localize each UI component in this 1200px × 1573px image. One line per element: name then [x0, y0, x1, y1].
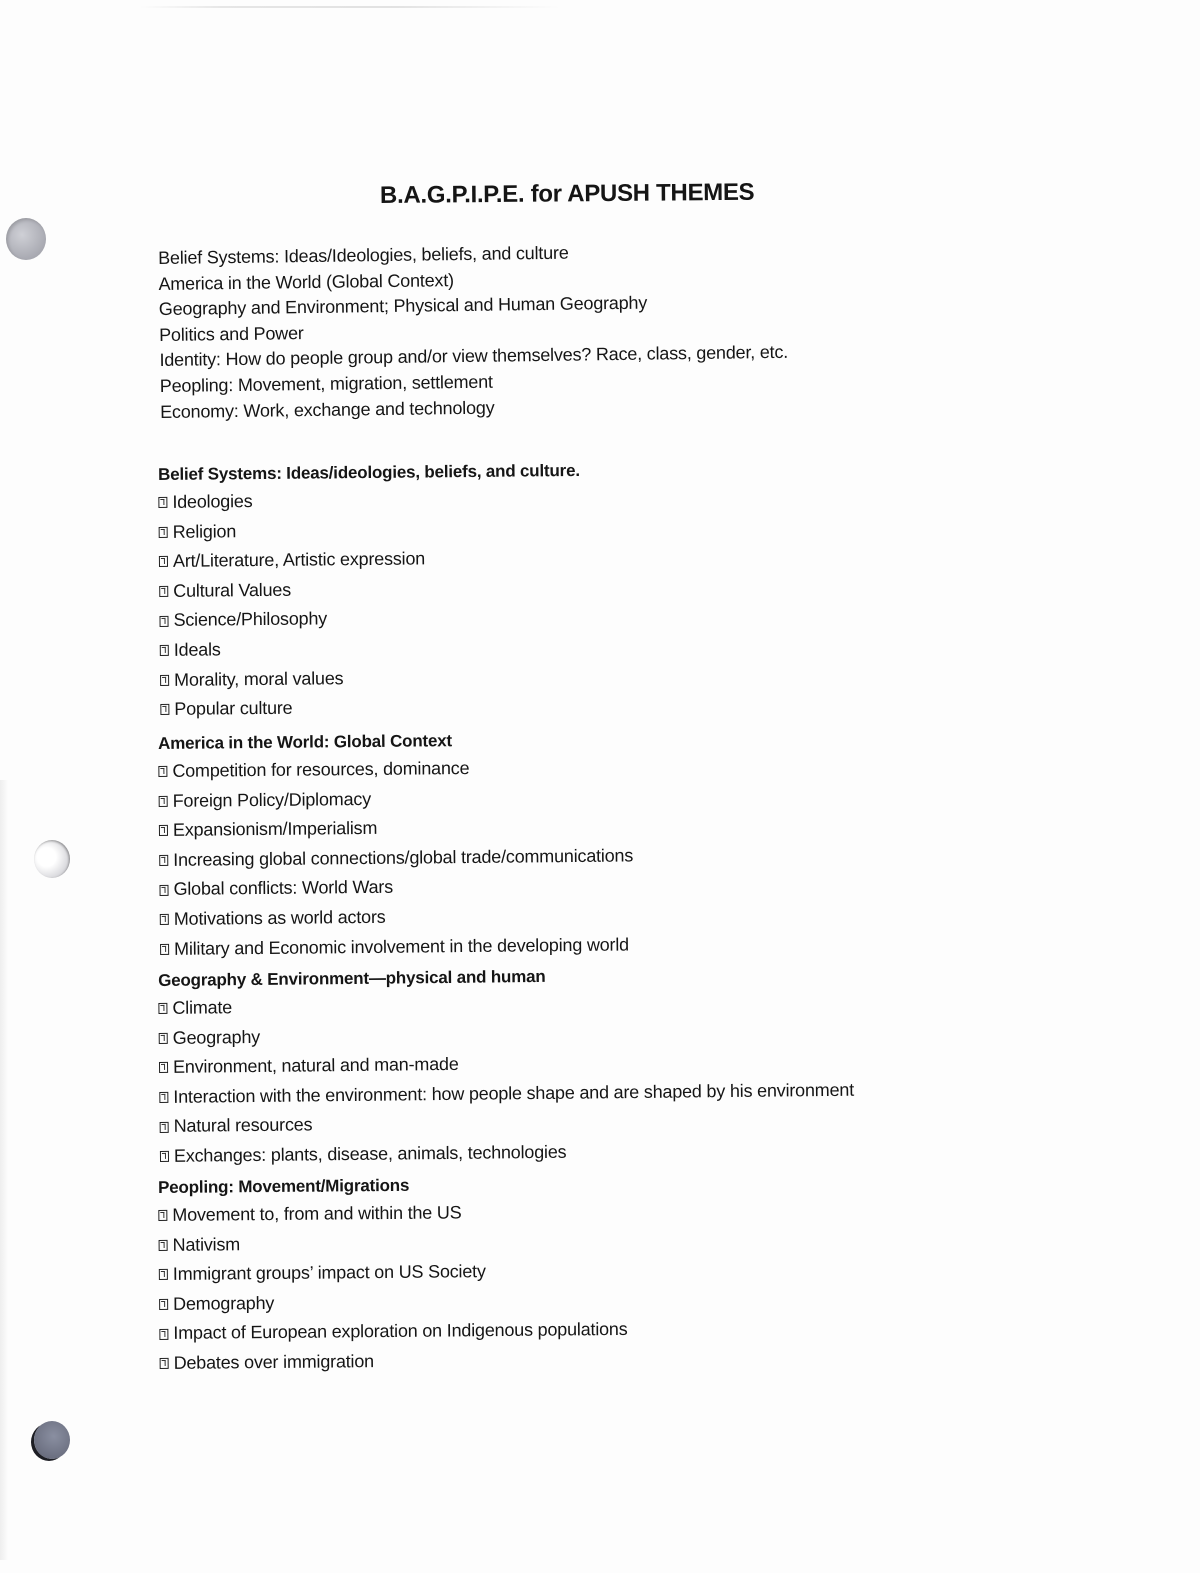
overview-line: Belief Systems: Ideas/Ideologies, beliefs, and culture — [158, 242, 569, 268]
missing-glyph-box-icon — [159, 1033, 168, 1044]
section-heading: Peopling: Movement/Migrations — [158, 1175, 410, 1197]
missing-glyph-box-icon — [159, 1092, 168, 1103]
missing-glyph-box-icon — [160, 944, 169, 955]
overview-line: Geography and Environment; Physical and Human Geography — [158, 292, 648, 320]
missing-glyph-box-icon — [158, 766, 167, 777]
missing-glyph-box-icon — [159, 885, 168, 896]
section-heading: Belief Systems: Ideas/ideologies, beliefs, and culture. — [158, 460, 580, 484]
punch-hole-top — [6, 218, 46, 260]
list-item: Geography — [159, 1016, 854, 1053]
list-item: Debates over immigration — [160, 1345, 628, 1379]
missing-glyph-box-icon — [159, 616, 168, 627]
section-belief-systems — [158, 458, 582, 725]
missing-glyph-box-icon — [159, 1240, 168, 1251]
list-item: Immigrant groups’ impact on US Society — [159, 1256, 627, 1290]
list-item: Increasing global connections/global trade/communications — [159, 841, 633, 875]
list-item: Movement to, from and within the US — [158, 1197, 626, 1231]
list-item: Expansionism/Imperialism — [159, 812, 633, 846]
punch-hole-bottom — [34, 1421, 70, 1459]
list-item: Nativism — [158, 1227, 626, 1261]
list-item: Impact of European exploration on Indigenous populations — [159, 1315, 627, 1349]
missing-glyph-box-icon — [160, 675, 169, 686]
scan-artifact-top — [140, 6, 560, 8]
missing-glyph-box-icon — [159, 586, 168, 597]
missing-glyph-box-icon — [159, 556, 168, 567]
overview-line: America in the World (Global Context) — [158, 269, 454, 294]
missing-glyph-box-icon — [158, 497, 167, 508]
overview-line: Identity: How do people group and/or view themselves? Race, class, gender, etc. — [159, 342, 789, 371]
overview-line: Politics and Power — [159, 322, 304, 345]
list-item: Exchanges: plants, disease, animals, technologies — [160, 1135, 855, 1172]
list-item: Science/Philosophy — [159, 602, 581, 636]
section-heading: Geography & Environment—physical and human — [158, 966, 546, 990]
section-america-in-the-world — [158, 726, 634, 964]
list-item: Art/Literature, Artistic expression — [159, 543, 581, 577]
section-peopling — [158, 1171, 628, 1379]
missing-glyph-box-icon — [159, 1062, 168, 1073]
list-item: Environment, natural and man-made — [159, 1046, 854, 1083]
missing-glyph-box-icon — [158, 1210, 167, 1221]
list-item: Interaction with the environment: how people shape and are shaped by his environment — [159, 1076, 854, 1113]
missing-glyph-box-icon — [159, 825, 168, 836]
punch-hole-middle — [34, 840, 70, 878]
list-item: Demography — [159, 1286, 627, 1320]
section-heading: America in the World: Global Context — [158, 731, 452, 753]
missing-glyph-box-icon — [160, 1358, 169, 1369]
missing-glyph-box-icon — [158, 1003, 167, 1014]
missing-glyph-box-icon — [160, 1151, 169, 1162]
missing-glyph-box-icon — [160, 645, 169, 656]
section-geography-environment — [158, 961, 855, 1172]
missing-glyph-box-icon — [160, 914, 169, 925]
list-item: Military and Economic involvement in the developing world — [160, 930, 634, 964]
themes-overview — [158, 238, 789, 425]
overview-line: Peopling: Movement, migration, settlement — [159, 371, 493, 396]
list-item: Natural resources — [160, 1105, 855, 1142]
missing-glyph-box-icon — [159, 527, 168, 538]
missing-glyph-box-icon — [160, 1122, 169, 1133]
list-item: Religion — [159, 514, 581, 548]
missing-glyph-box-icon — [160, 704, 169, 715]
missing-glyph-box-icon — [159, 796, 168, 807]
list-item: Popular culture — [160, 691, 582, 725]
list-item: Global conflicts: World Wars — [159, 871, 633, 905]
missing-glyph-box-icon — [159, 1269, 168, 1280]
list-item: Cultural Values — [159, 573, 581, 607]
document-title: B.A.G.P.I.P.E. for APUSH THEMES — [379, 178, 755, 209]
list-item: Ideologies — [158, 484, 580, 518]
list-item: Foreign Policy/Diplomacy — [159, 782, 633, 816]
missing-glyph-box-icon — [159, 1299, 168, 1310]
list-item: Motivations as world actors — [160, 900, 634, 934]
scan-artifact-left — [0, 780, 8, 1560]
missing-glyph-box-icon — [159, 1329, 168, 1340]
list-item: Climate — [158, 987, 853, 1024]
missing-glyph-box-icon — [159, 855, 168, 866]
overview-line: Economy: Work, exchange and technology — [160, 397, 495, 422]
list-item: Morality, moral values — [160, 662, 582, 696]
list-item: Competition for resources, dominance — [158, 752, 632, 786]
list-item: Ideals — [160, 632, 582, 666]
